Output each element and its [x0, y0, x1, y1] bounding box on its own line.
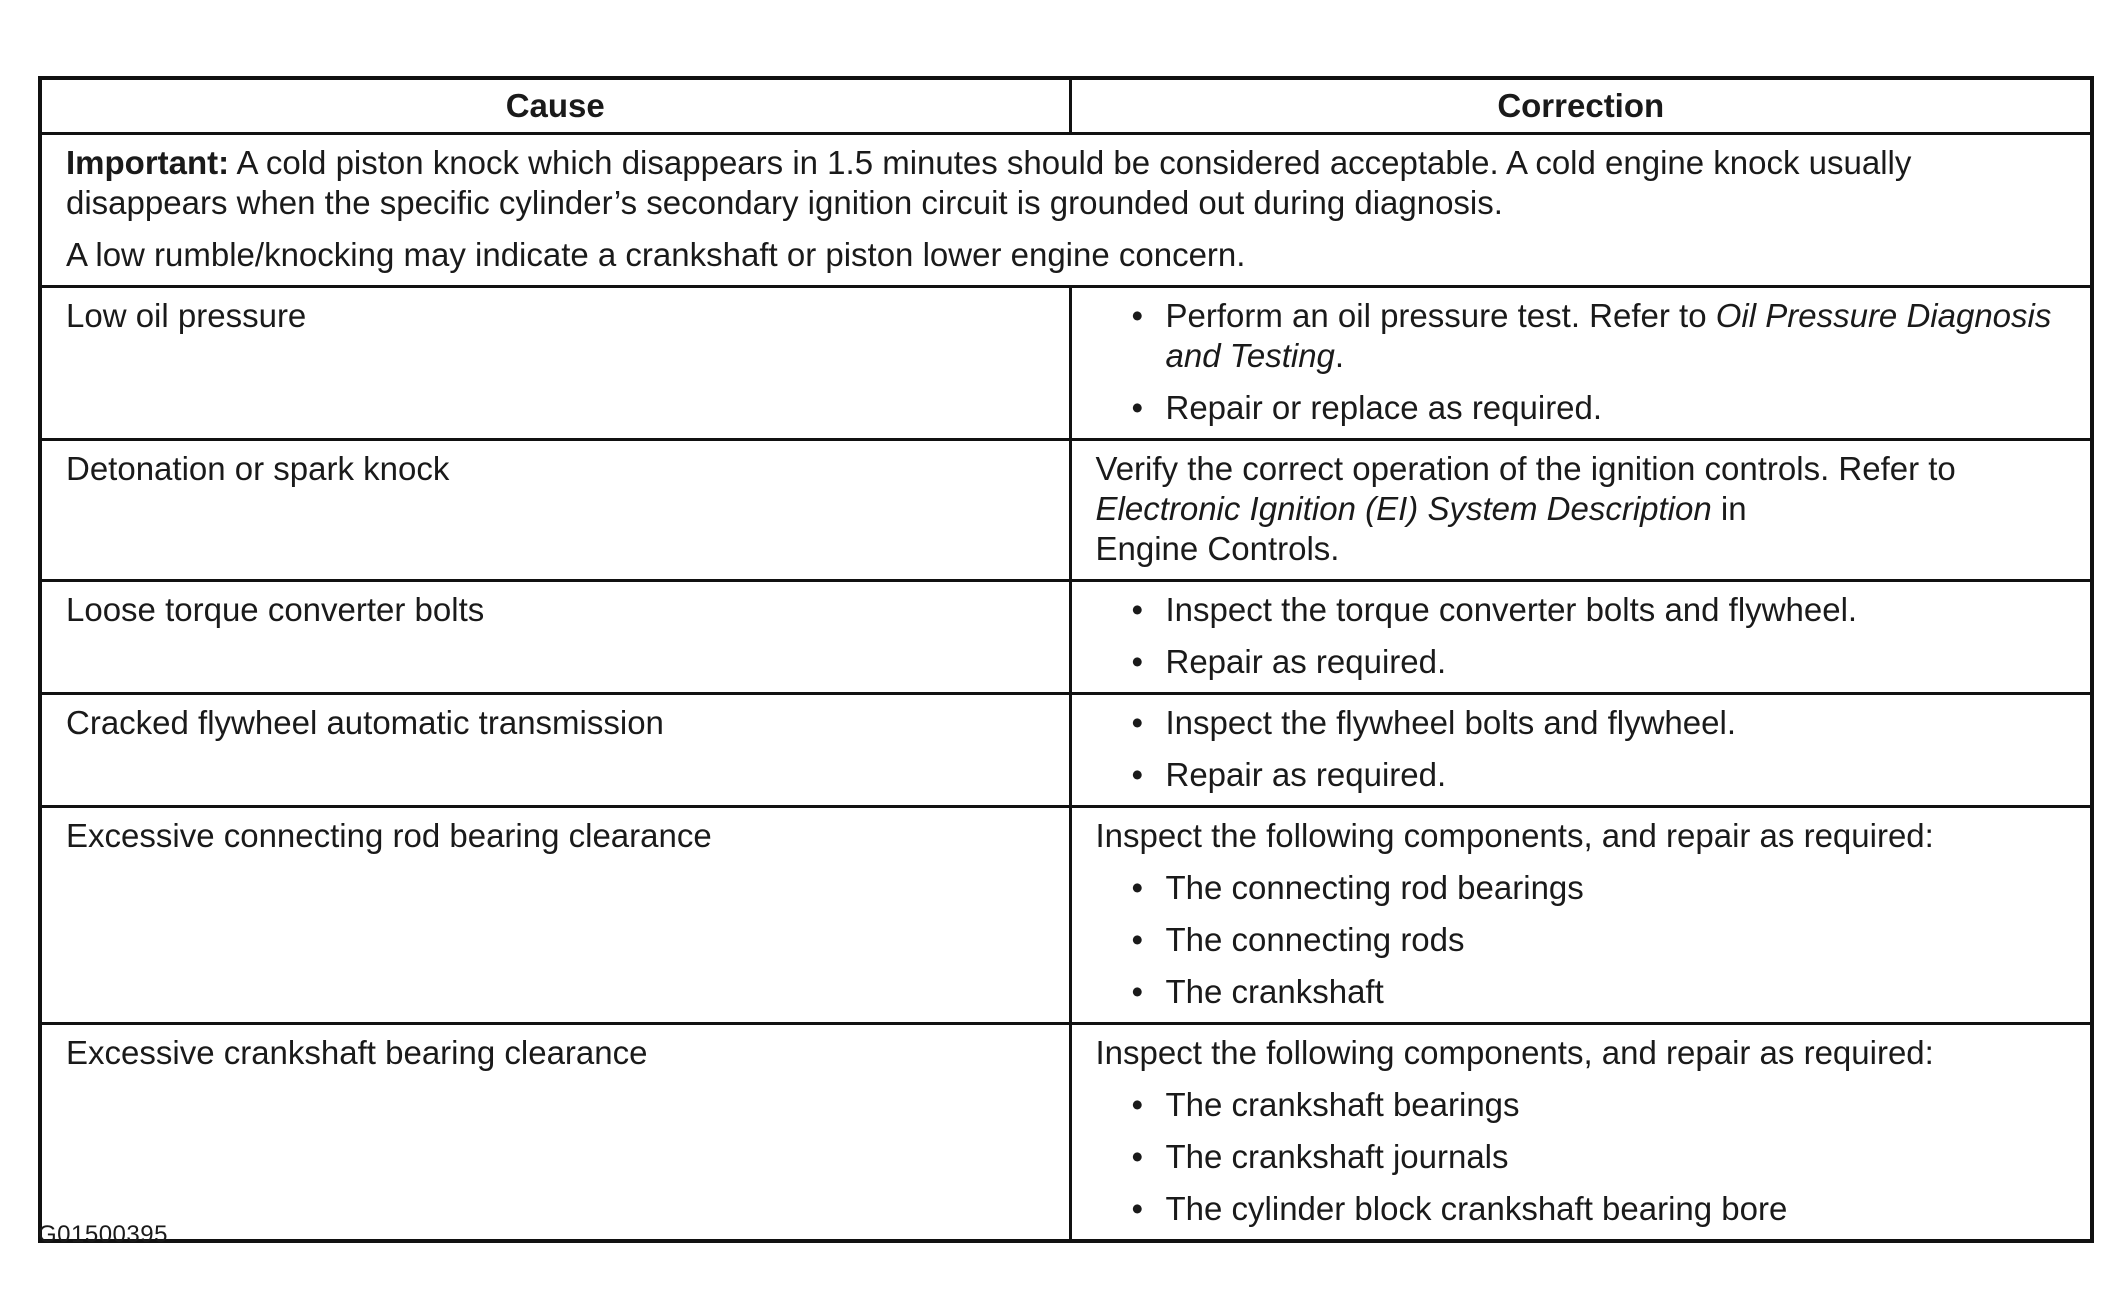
table-row — [40, 440, 2092, 581]
list-item — [1096, 296, 2067, 376]
list-item: • The connecting rod bearings — [1096, 868, 2067, 908]
table-row — [40, 1024, 2092, 1242]
table-header-row — [40, 78, 2092, 134]
engine-knock-diagnosis-table — [38, 76, 2094, 1243]
important-label: Important: — [66, 144, 230, 181]
list-item: • The cylinder block crankshaft bearing bore — [1096, 1189, 2067, 1229]
important-note-row — [40, 134, 2092, 287]
cause-cell: Excessive crankshaft bearing clearance — [40, 1024, 1070, 1242]
diagnosis-table-wrapper — [38, 76, 2090, 1243]
cause-cell: Loose torque converter bolts — [40, 581, 1070, 694]
correction-paragraph — [1096, 449, 2067, 569]
table-row — [40, 581, 2092, 694]
table-row — [40, 694, 2092, 807]
list-item: • Inspect the flywheel bolts and flywheel. — [1096, 703, 2067, 743]
correction-cell — [1070, 807, 2092, 1024]
table-row — [40, 287, 2092, 440]
list-item: • The connecting rods — [1096, 920, 2067, 960]
list-item: • The crankshaft journals — [1096, 1137, 2067, 1177]
header-cause: Cause — [40, 78, 1070, 134]
correction-text-mid: in — [1711, 490, 1747, 527]
correction-cell — [1070, 694, 2092, 807]
list-item: • Repair as required. — [1096, 642, 2067, 682]
correction-cell — [1070, 581, 2092, 694]
list-item: • The crankshaft — [1096, 972, 2067, 1012]
cause-cell: Low oil pressure — [40, 287, 1070, 440]
table-row — [40, 807, 2092, 1024]
reference-link-text: Electronic Ignition (EI) System Description — [1095, 490, 1712, 527]
correction-cell — [1070, 1024, 2092, 1242]
correction-cell — [1070, 440, 2092, 581]
cause-cell: Excessive connecting rod bearing clearance — [40, 807, 1070, 1024]
list-item: • Repair as required. — [1096, 755, 2067, 795]
cause-cell: Detonation or spark knock — [40, 440, 1070, 581]
list-item: • Inspect the torque converter bolts and flywheel. — [1096, 590, 2067, 630]
important-rumble-note: A low rumble/knocking may indicate a crankshaft or piston lower engine concern. — [66, 236, 1246, 273]
correction-cell — [1070, 287, 2092, 440]
correction-list — [1096, 296, 2067, 428]
list-item: • Repair or replace as required. — [1096, 388, 2067, 428]
correction-list — [1096, 590, 2067, 682]
correction-text: Verify the correct operation of the ignition controls. Refer to — [1095, 450, 1956, 487]
figure-id: G01500395 — [38, 1221, 168, 1248]
important-note-cell — [40, 134, 2092, 287]
cause-cell: Cracked flywheel automatic transmission — [40, 694, 1070, 807]
header-correction: Correction — [1070, 78, 2092, 134]
important-note — [66, 143, 2066, 223]
correction-text: Perform an oil pressure test. Refer to — [1165, 297, 1716, 334]
correction-intro: Inspect the following components, and repair as required: — [1095, 1034, 1934, 1071]
correction-intro: Inspect the following components, and repair as required: — [1095, 817, 1934, 854]
correction-list — [1096, 703, 2067, 795]
correction-list — [1096, 1085, 2067, 1229]
correction-list — [1096, 868, 2067, 1012]
reference-link-text: Oil Pressure Diagnosis and Testing — [1165, 297, 2052, 374]
correction-text-end: . — [1334, 337, 1345, 374]
correction-text-end: Engine Controls. — [1095, 530, 1340, 567]
important-text: A cold piston knock which disappears in 1.5 minutes should be considered acceptable. A cold engine knock usually disappears when the specific cylinder’s secondary ignition circuit is grounded out during diagnosis. — [66, 144, 1912, 221]
list-item: • The crankshaft bearings — [1096, 1085, 2067, 1125]
